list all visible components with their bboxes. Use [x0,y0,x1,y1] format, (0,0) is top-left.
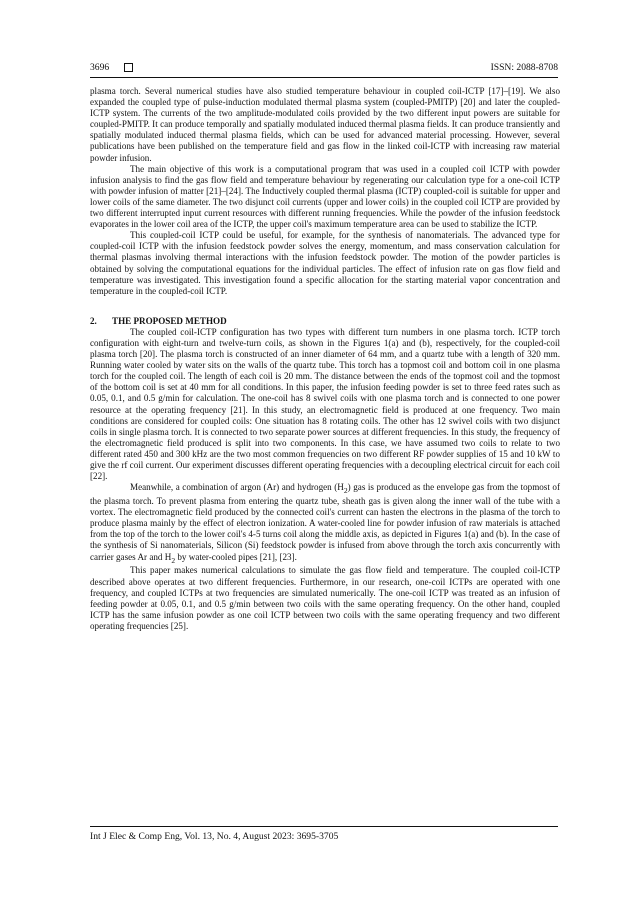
section-number: 2. [90,315,97,326]
main-text [90,86,560,632]
paragraph-6: This paper makes numerical calculations to simulate the gas flow field and temperature. The coupled coil-ICTP described above operates at two different frequencies. Furthermore, in our research, one-coil ICTPs are operated with one frequency, and coupled ICTPs at two frequencies are simulated numerically. The one-coil ICTP was treated as an infusion of feeding powder at 0.05, 0.1, and 0.5 g/min between two coils with the same operating frequency. On the other hand, coupled ICTP has the same infusion powder as one coil ICTP between two coils with the same operating frequency and two different operating frequencies [25]. [90,565,560,631]
subscript: 2 [343,486,348,495]
footer-divider [90,826,558,827]
square-icon [124,63,133,72]
paragraph-3: This coupled-coil ICTP could be useful, for example, for the synthesis of nanomaterials. The advanced type for coupled-coil ICTP with the infusion feedstock powder solves the energy, momentum, and mass conservation calculation for thermal plasmas involving thermal interactions with the infusion feedstock powder. The motion of the powder particles is obtained by solving the computational equations for the individual particles. The effect of infusion rate on gas flow field and temperature was investigated. This investigation found a specific allocation for the starting material vapor concentration and temperature in the coupled-coil ICTP. [90,230,560,296]
page-number: 3696 [90,62,110,73]
paragraph-2: The main objective of this work is a computational program that was used in a coupled coil ICTP with powder infusion analysis to find the gas flow field and temperature behaviour by regenerating our calculation type for a one-coil ICTP with powder infusion of matter [21]–[24]. The Inductively coupled thermal plasma (ICTP) coupled-coil is suitable for upper and lower coils of the same diameter. The two disjunct coil currents (upper and lower coils) in the coupled coil ICTP are provided by two different interrupted input current resources with different running frequencies. While the powder of the infusion feedstock evaporates in the lower coil area of the ICTP, the upper coil's maximum temperature area can be used to stabilize the ICTP. [90,163,560,230]
page-header [90,62,558,76]
issn-label: ISSN: 2088-8708 [490,62,558,73]
footer-citation: Int J Elec & Comp Eng, Vol. 13, No. 4, August 2023: 3695-3705 [90,831,339,842]
paragraph-5-part-b: ) gas is produced as the envelope gas from the topmost of the plasma torch. To prevent plasma from entering the quartz tube, sheath gas is given along the inner wall of the tube with a vortex. The electromagnetic field produced by the connected coil's current can hasten the electrons in the plasma of the torch to produce plasma mainly by the effect of electron ionization. A water-cooled line for powder infusion of raw materials is attached from the top of the torch to the lower coil's 4-5 turns coil along the middle axis, as depicted in Figures 1(a) and (b). In the case of the synthesis of Si nanomaterials, Silicon (Si) feedstock powder is infused from above through the torch axis concurrently with carrier gases Ar and H [90,482,560,562]
section-heading [90,316,560,327]
paragraph-1: plasma torch. Several numerical studies have also studied temperature behaviour in coupled coil-ICTP [17]–[19]. We also expanded the coupled type of pulse-induction modulated thermal plasma system (coupled-PMITP) [20] and later the coupled-ICTP system. The currents of the two amplitude-modulated coils provided by the two different input powers are suitable for coupled-PMITP. It can produce temporally and spatially modulated induced thermal plasma fields. It can produce transiently and spatially modulated induced thermal plasma fields, which can be used for advanced material processing. However, several publications have been published on the temperature field and gas flow in the linked coil-ICTP with increasing raw material powder infusion. [90,86,560,163]
subscript: 2 [171,555,176,565]
paragraph-5-part-c: by water-cooled pipes [21], [23]. [175,551,297,562]
section-title: THE PROPOSED METHOD [112,315,227,326]
paragraph-4: The coupled coil-ICTP configuration has two types with different turn numbers in one plasma torch. ICTP torch configuration with eight-turn and twelve-turn coils, as shown in the Figures 1(a) and (b), respectively, for the coupled-coil plasma torch [20]. The plasma torch is constructed of an inner diameter of 64 mm, and a quartz tube with a length of 320 mm. Running water cooled by water sits on the walls of the quartz tube. This torch has a topmost coil and bottom coil in one plasma torch for the coupled coil. The length of each coil is 20 mm. The distance between the ends of the topmost coil and the topmost of the bottom coil is set at 40 mm for all conditions. In this paper, the infusion feeding powder is set to three feed rates such as 0.05, 0.1, and 0.5 g/min for calculation. The one-coil has 8 swivel coils with one plasma torch and is connected to one power resource at the operating frequency [21]. In this study, an electromagnetic field is produced at one frequency. Two main conditions are considered for coupled coils: One situation has 8 rotating coils. The other has 12 swivel coils with two disjunct coils in single plasma torch. It is connected to two separate power sources at different frequencies. In this study, the frequency of the electromagnetic field produced is split into two components. In this case, we have assumed two coils to relate to two different rated 450 and 300 kHz are the two most common frequencies on two different RF powder supplies of 15 and 10 kW to give the rf coil current. Our experiment discusses different operating frequencies with a decoupling electrical circuit for each coil [22]. [90,326,560,482]
header-divider [90,77,558,78]
paragraph-5-part-a: Meanwhile, a combination of argon (Ar) and hydrogen (H [130,482,344,493]
paragraph-5 [90,482,560,565]
